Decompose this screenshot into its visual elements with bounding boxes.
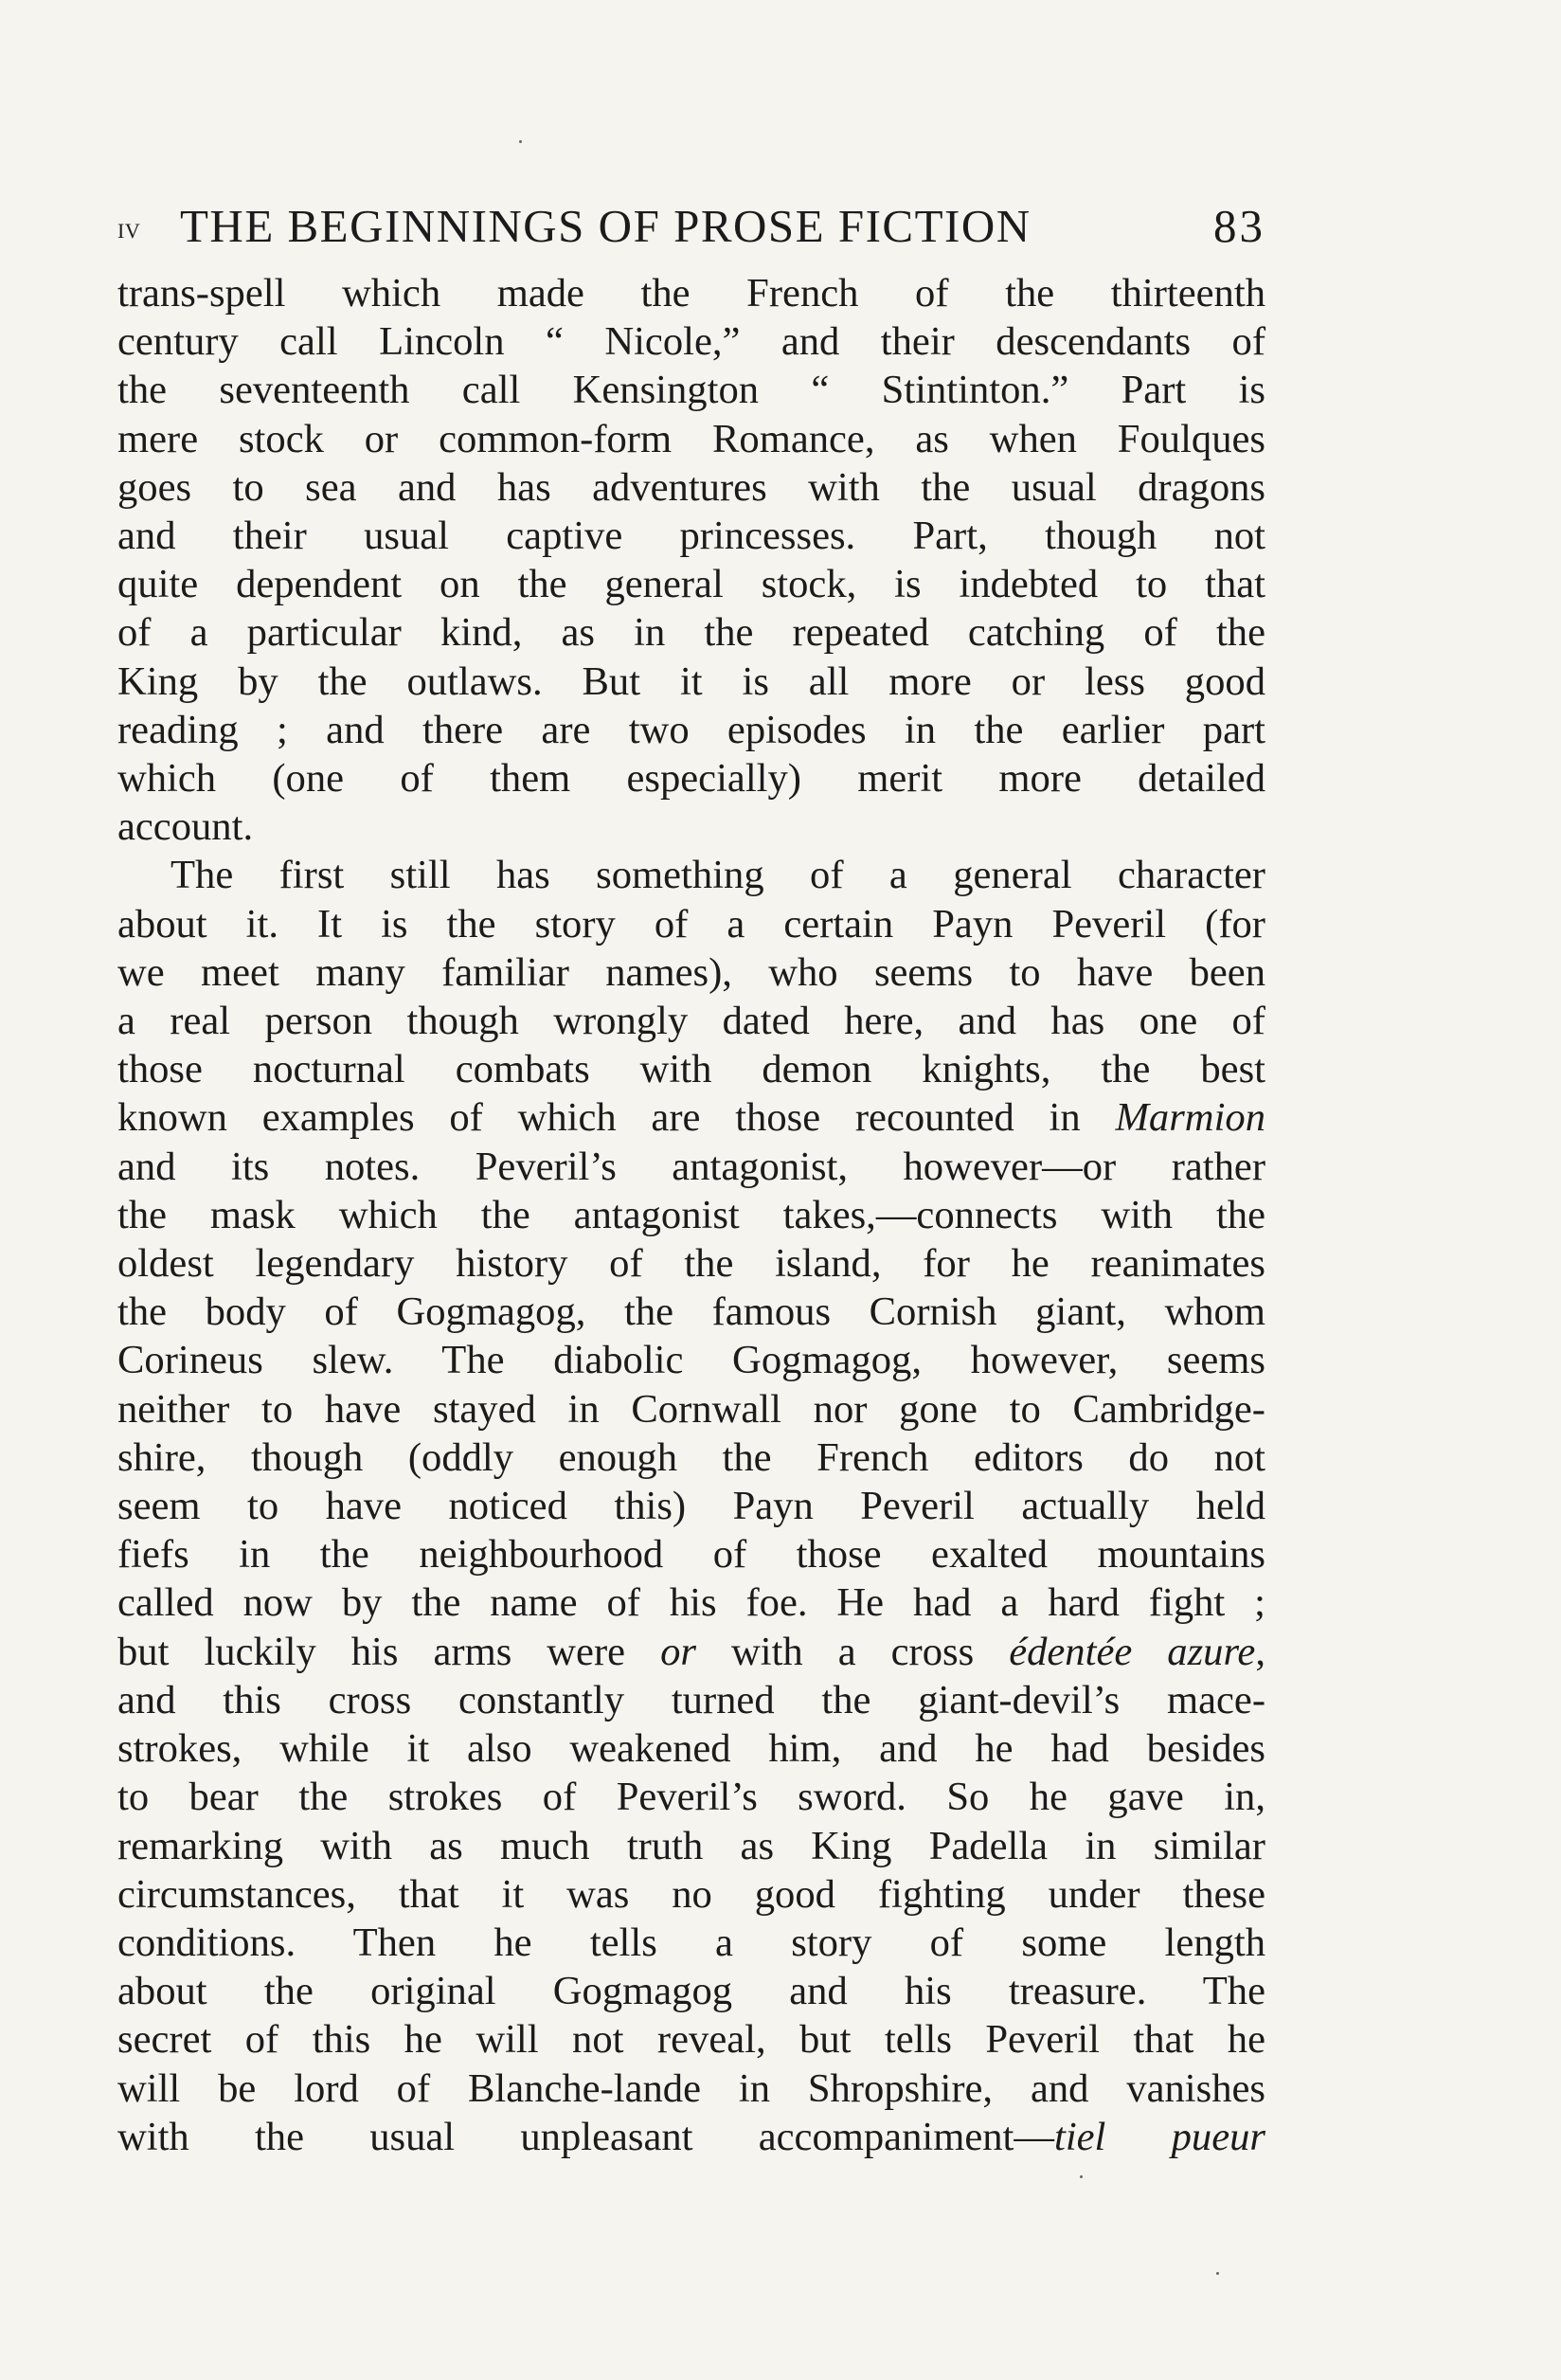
text-line [117, 1967, 1265, 2015]
running-head [117, 199, 1265, 265]
line-text: the seventeenth call Kensington “ Stintinton.” Part is [117, 368, 1265, 413]
line-text: and this cross constantly turned the giant-devil’s mace- [117, 1677, 1265, 1722]
text-line [117, 1628, 1265, 1676]
text-line [117, 1919, 1265, 1967]
text-line [117, 2064, 1265, 2113]
book-page [117, 199, 1265, 2161]
line-text: will be lord of Blanche-lande in Shropshire, and vanishes [117, 2065, 1265, 2111]
line-text: and their usual captive princesses. Part, though not [117, 514, 1265, 559]
text-line [117, 463, 1265, 512]
running-title: THE BEGINNINGS OF PROSE FICTION [180, 200, 1032, 252]
line-text: with a cross [695, 1629, 1010, 1674]
line-text: secret of this he will not reveal, but tells Peveril that he [117, 2017, 1265, 2063]
line-text: shire, though (oddly enough the French editors do not [117, 1434, 1265, 1480]
text-line [117, 2113, 1265, 2161]
text-line [117, 1773, 1265, 1821]
line-text: King by the outlaws. But it is all more or less good [117, 658, 1265, 704]
text-line [117, 658, 1265, 706]
line-text: The first still has something of a general character [170, 853, 1265, 898]
line-text: account. [117, 804, 254, 850]
line-text: reading ; and there are two episodes in the earlier part [117, 707, 1265, 752]
section-numeral: iv [117, 210, 141, 244]
italic-text: tiel pueur [1053, 2114, 1265, 2159]
line-text: about the original Gogmagog and his treasure. The [117, 1969, 1265, 2014]
line-text: but luckily his arms were [117, 1629, 661, 1674]
text-line [117, 1143, 1265, 1191]
text-line [117, 2015, 1265, 2064]
line-text: goes to sea and has adventures with the usual dragons [117, 464, 1265, 510]
line-text: fiefs in the neighbourhood of those exalted mountains [117, 1532, 1265, 1578]
line-text: those nocturnal combats with demon knights, the best [117, 1047, 1265, 1092]
text-line [117, 1433, 1265, 1482]
line-text: , [1255, 1629, 1265, 1674]
text-line [117, 317, 1265, 366]
text-line [117, 1870, 1265, 1919]
text-line [117, 1288, 1265, 1336]
italic-text: or [660, 1629, 696, 1674]
line-text: oldest legendary history of the island, for he reanimates [117, 1241, 1265, 1287]
text-line [117, 754, 1265, 802]
text-line [117, 1676, 1265, 1724]
text-line [117, 1239, 1265, 1288]
line-text: seem to have noticed this) Payn Peveril actually held [117, 1484, 1265, 1529]
line-text: century call Lincoln “ Nicole,” and their descendants of [117, 319, 1265, 365]
text-line [117, 1822, 1265, 1870]
text-line [117, 706, 1265, 754]
italic-text: Marmion [1115, 1095, 1265, 1141]
text-line [117, 1482, 1265, 1530]
line-text: of a particular kind, as in the repeated catching of the [117, 610, 1265, 656]
line-text: known examples of which are those recounted in [117, 1095, 1116, 1141]
line-text: quite dependent on the general stock, is indebted to that [117, 562, 1265, 607]
line-text: the body of Gogmagog, the famous Cornish giant, whom [117, 1289, 1265, 1335]
body-text [117, 269, 1265, 2161]
text-line [117, 900, 1265, 948]
text-line [117, 560, 1265, 608]
text-line [117, 997, 1265, 1045]
text-line [117, 415, 1265, 463]
text-line [117, 851, 1265, 899]
line-text: with the usual unpleasant accompaniment— [117, 2114, 1054, 2159]
paper-speck [519, 140, 522, 143]
line-text: the mask which the antagonist takes,—connects with the [117, 1192, 1265, 1237]
line-text: about it. It is the story of a certain Payn Peveril (for [117, 901, 1265, 947]
text-line [117, 1191, 1265, 1239]
line-text: mere stock or common-form Romance, as when Foulques [117, 416, 1265, 461]
text-line [117, 1336, 1265, 1384]
line-text: which (one of them especially) merit more detailed [117, 756, 1265, 802]
line-text: called now by the name of his foe. He had a hard fight ; [117, 1580, 1265, 1626]
text-line [117, 608, 1265, 657]
page-number: 83 [1213, 200, 1265, 252]
line-text: and its notes. Peveril’s antagonist, however—or rather [117, 1144, 1265, 1189]
line-text: circumstances, that it was no good fighting under these [117, 1871, 1265, 1917]
text-line [117, 1724, 1265, 1773]
text-line [117, 1385, 1265, 1433]
text-line [117, 802, 1265, 851]
line-text: Corineus slew. The diabolic Gogmagog, however, seems [117, 1338, 1265, 1383]
text-line [117, 1045, 1265, 1093]
paper-speck [1216, 2272, 1219, 2275]
text-line [117, 269, 1265, 317]
text-line [117, 1093, 1265, 1142]
line-text: we meet many familiar names), who seems to have been [117, 949, 1265, 995]
paper-speck [1080, 2175, 1083, 2178]
text-line [117, 1578, 1265, 1627]
line-text: trans-spell which made the French of the thirteenth [117, 271, 1265, 316]
line-text: conditions. Then he tells a story of some length [117, 1920, 1265, 1965]
line-text: strokes, while it also weakened him, and he had besides [117, 1726, 1265, 1772]
text-line [117, 1530, 1265, 1578]
text-line [117, 512, 1265, 560]
line-text: to bear the strokes of Peveril’s sword. So he gave in, [117, 1775, 1265, 1820]
text-line [117, 948, 1265, 997]
line-text: a real person though wrongly dated here, and has one of [117, 999, 1265, 1044]
text-line [117, 366, 1265, 414]
italic-text: édentée azure [1009, 1629, 1256, 1674]
line-text: remarking with as much truth as King Padella in similar [117, 1823, 1265, 1868]
line-text: neither to have stayed in Cornwall nor gone to Cambridge- [117, 1386, 1265, 1432]
